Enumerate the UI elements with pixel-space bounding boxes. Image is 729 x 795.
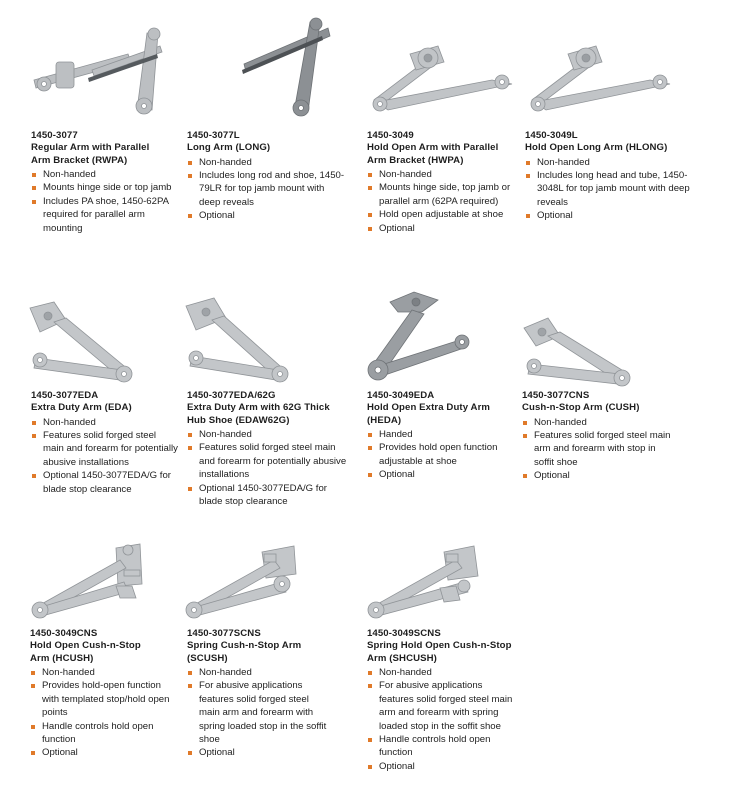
extra-duty-arm-icon — [26, 298, 141, 388]
hold-open-arm-icon — [364, 36, 524, 116]
product-title: Arm Bracket (RWPA) — [31, 154, 128, 166]
product-code: 1450-3077SCNS — [187, 628, 261, 639]
product-title: Arm (SHCUSH) — [367, 652, 437, 664]
product-code: 1450-3077CNS — [522, 390, 590, 401]
feature-item: Handle controls hold open function — [367, 733, 517, 760]
feature-item: Non-handed — [187, 428, 352, 441]
product-title: Regular Arm with Parallel — [31, 142, 150, 153]
feature-item: Mounts hinge side, top jamb or parallel arm (62PA required) — [367, 181, 517, 208]
product-title: Spring Cush-n-Stop Arm — [187, 640, 302, 651]
product-code: 1450-3049 — [367, 130, 414, 141]
cush-n-stop-arm-icon — [518, 308, 638, 390]
feature-item: Optional — [367, 468, 517, 481]
feature-item: Features solid forged steel main arm and forearm with stop in soffit shoe — [522, 429, 672, 469]
product-title: Long Arm (LONG) — [187, 142, 271, 153]
feature-item: Non-handed — [31, 416, 179, 429]
product-card — [31, 390, 179, 496]
product-card — [522, 390, 672, 483]
product-card — [31, 130, 181, 235]
product-title: Arm (HCUSH) — [30, 652, 94, 664]
feature-item: Non-handed — [31, 168, 181, 181]
feature-item: Optional — [367, 222, 517, 235]
product-title: Extra Duty Arm with 62G Thick — [187, 402, 330, 413]
spring-cush-n-stop-arm-icon — [182, 542, 312, 622]
feature-item: Features solid forged steel main and forearm for potentially abusive installations — [187, 441, 352, 481]
regular-arm-parallel-bracket-icon — [32, 18, 172, 123]
feature-item: Non-handed — [187, 156, 347, 169]
feature-item: Non-handed — [522, 416, 672, 429]
product-code: 1450-3049EDA — [367, 390, 435, 401]
product-code: 1450-3077EDA — [31, 390, 99, 401]
product-card — [367, 628, 517, 773]
feature-item: Optional — [367, 760, 517, 773]
product-code: 1450-3049L — [525, 130, 578, 141]
product-title: Hold Open Cush-n-Stop — [30, 640, 141, 651]
product-code: 1450-3077EDA/62G — [187, 390, 276, 401]
extra-duty-arm-62g-icon — [182, 296, 297, 388]
product-code: 1450-3049CNS — [30, 628, 98, 639]
product-code: 1450-3049SCNS — [367, 628, 441, 639]
feature-item: Handed — [367, 428, 517, 441]
feature-item: Non-handed — [30, 666, 172, 679]
feature-item: Includes long rod and shoe, 1450-79LR for top jamb mount with deep reveals — [187, 169, 347, 209]
spring-hold-open-cush-n-stop-arm-icon — [364, 542, 494, 622]
feature-item: Non-handed — [367, 666, 517, 679]
feature-item: Optional — [187, 746, 332, 759]
product-title: Spring Hold Open Cush-n-Stop — [367, 640, 512, 651]
feature-item: Handle controls hold open function — [30, 720, 172, 747]
feature-item: Includes PA shoe, 1450-62PA required for parallel arm mounting — [31, 195, 181, 235]
feature-item: For abusive applications features solid forged steel main arm and forearm with spring loaded stop in the soffit shoe — [187, 679, 332, 746]
feature-item: Features solid forged steel main and forearm for potentially abusive installations — [31, 429, 179, 469]
feature-item: Optional 1450-3077EDA/G for blade stop clearance — [187, 482, 352, 509]
feature-item: Includes long head and tube, 1450-3048L for top jamb mount with deep reveals — [525, 169, 695, 209]
product-title: Hold Open Long Arm (HLONG) — [525, 142, 668, 153]
product-title: Hold Open Arm with Parallel — [367, 142, 499, 153]
product-card — [187, 390, 352, 508]
feature-item: Optional — [525, 209, 695, 222]
product-title: (SCUSH) — [187, 652, 228, 664]
product-card — [187, 130, 347, 223]
feature-item: Mounts hinge side or top jamb — [31, 181, 181, 194]
feature-item: Optional 1450-3077EDA/G for blade stop clearance — [31, 469, 179, 496]
feature-item: Hold open adjustable at shoe — [367, 208, 517, 221]
feature-item: Provides hold-open function with templated stop/hold open points — [30, 679, 172, 719]
product-card — [367, 130, 517, 235]
product-code: 1450-3077 — [31, 130, 78, 141]
product-title: Extra Duty Arm (EDA) — [31, 402, 132, 413]
long-arm-icon — [182, 12, 332, 122]
product-title: (HEDA) — [367, 414, 402, 426]
product-title: Hub Shoe (EDAW62G) — [187, 414, 290, 426]
product-card — [187, 628, 332, 760]
product-code: 1450-3077L — [187, 130, 240, 141]
product-card — [525, 130, 695, 223]
feature-item: Optional — [522, 469, 672, 482]
product-title: Cush-n-Stop Arm (CUSH) — [522, 402, 640, 413]
hold-open-cush-n-stop-arm-icon — [28, 542, 158, 622]
hold-open-extra-duty-arm-icon — [364, 288, 479, 383]
product-title: Hold Open Extra Duty Arm — [367, 402, 491, 413]
feature-item: Provides hold open function adjustable at shoe — [367, 441, 517, 468]
feature-item: Non-handed — [367, 168, 517, 181]
product-card — [367, 390, 517, 482]
product-title: Arm Bracket (HWPA) — [367, 154, 464, 166]
product-card — [30, 628, 172, 760]
feature-item: Optional — [187, 209, 347, 222]
feature-item: Non-handed — [187, 666, 332, 679]
feature-item: For abusive applications features solid forged steel main arm and forearm with spring loaded stop in the soffit shoe — [367, 679, 517, 733]
feature-item: Optional — [30, 746, 172, 759]
feature-item: Non-handed — [525, 156, 695, 169]
hold-open-long-arm-icon — [522, 36, 682, 116]
